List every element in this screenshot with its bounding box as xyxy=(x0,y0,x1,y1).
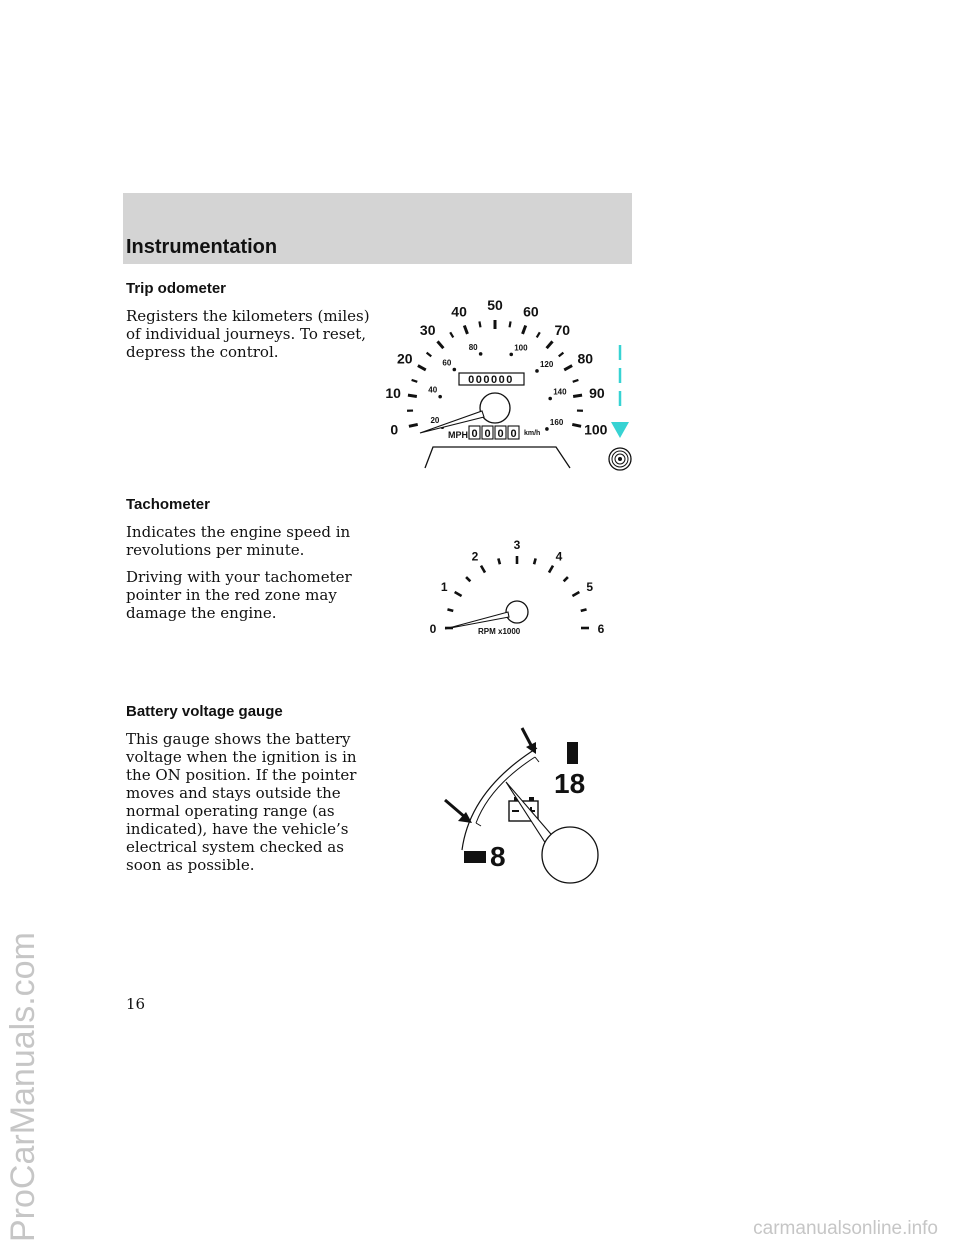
reset-knob-icon xyxy=(609,448,631,470)
tachometer-tick xyxy=(466,577,470,581)
speedometer-tick xyxy=(479,321,480,327)
tachometer-label: 4 xyxy=(555,549,563,564)
kmh-label: 100 xyxy=(514,343,528,353)
lower-limit-arrow-icon xyxy=(445,800,472,823)
speedometer-tick xyxy=(564,366,572,370)
kmh-dot xyxy=(535,369,539,373)
tachometer-illustration xyxy=(425,525,605,645)
tachometer-label: 0 xyxy=(429,622,437,636)
tachometer-text-1: Indicates the engine speed in revolutions per minute. xyxy=(126,523,351,559)
speedometer-tick xyxy=(437,341,443,348)
tachometer-tick xyxy=(455,592,462,596)
tachometer-label: 3 xyxy=(513,538,521,552)
trip-odometer-heading: Trip odometer xyxy=(126,280,227,297)
tachometer-tick xyxy=(447,609,453,611)
battery-heading: Battery voltage gauge xyxy=(126,703,283,720)
tachometer-tick xyxy=(481,566,485,573)
tachometer-tick xyxy=(498,558,500,564)
rpm-unit: RPM x1000 xyxy=(478,627,521,636)
tachometer-label: 2 xyxy=(471,549,479,564)
mph-label: 0 xyxy=(390,421,399,438)
tachometer-label: 5 xyxy=(586,580,594,594)
trip-digit: 0 xyxy=(471,428,478,440)
mph-label: 100 xyxy=(584,421,608,438)
battery-gauge-illustration xyxy=(440,725,620,890)
speedometer-tick xyxy=(450,332,453,337)
speedometer-tick xyxy=(559,353,564,357)
kmh-label: 20 xyxy=(430,416,440,426)
speedometer-tick xyxy=(573,380,579,382)
speedometer-tick xyxy=(427,353,432,357)
speedometer-tick xyxy=(510,321,511,327)
kmh-dot xyxy=(548,397,552,401)
kmh-dot xyxy=(438,395,442,399)
tachometer-label: 1 xyxy=(440,580,448,594)
mph-label: 70 xyxy=(554,322,571,339)
speedometer-tick xyxy=(537,332,540,337)
speedometer-tick xyxy=(409,424,418,426)
tachometer-hub xyxy=(506,601,528,623)
kmh-label: 80 xyxy=(468,342,478,352)
mph-label: 40 xyxy=(451,303,467,320)
page-number: 16 xyxy=(126,995,146,1013)
speedometer-tick xyxy=(573,395,582,396)
speedometer-tick xyxy=(418,366,426,370)
high-voltage-label: 18 xyxy=(554,768,586,799)
tachometer-tick xyxy=(564,577,568,581)
mph-label: 90 xyxy=(589,384,605,401)
speedometer-illustration xyxy=(380,295,640,485)
trip-digit: 0 xyxy=(510,428,517,440)
speedometer-tick xyxy=(547,341,553,348)
speedometer-tick xyxy=(408,395,417,396)
kmh-dot xyxy=(453,368,457,372)
side-watermark: ProCarManuals.com xyxy=(4,932,42,1242)
kmh-label: 140 xyxy=(553,387,567,397)
cluster-bezel xyxy=(425,447,570,468)
reset-arrow xyxy=(611,345,629,438)
kmh-dot xyxy=(479,352,483,356)
mph-label: 10 xyxy=(385,384,401,401)
kmh-dot xyxy=(509,353,513,357)
battery-gauge-hub xyxy=(542,827,598,883)
mph-label: 30 xyxy=(419,322,436,339)
trip-odometer-text: Registers the kilometers (miles) of individual journeys. To reset, depress the control. xyxy=(126,307,370,361)
tachometer-text-2: Driving with your tachometer pointer in the red zone may damage the engine. xyxy=(126,568,352,622)
low-voltage-label: 8 xyxy=(490,841,506,872)
kmh-label: 120 xyxy=(539,359,554,369)
kmh-label: 160 xyxy=(549,417,564,427)
kmh-label: 60 xyxy=(442,358,452,368)
speedometer-tick xyxy=(572,424,581,426)
section-title: Instrumentation xyxy=(126,236,278,258)
bottom-watermark: carmanualsonline.info xyxy=(753,1218,938,1239)
odometer-digits: 000000 xyxy=(468,374,514,386)
kmh-dot xyxy=(545,427,549,431)
tachometer-tick xyxy=(572,592,579,596)
kmh-label: 40 xyxy=(428,385,438,395)
kmh-unit: km/h xyxy=(524,430,541,437)
trip-counter xyxy=(469,426,519,440)
tachometer-tick xyxy=(581,609,587,611)
battery-text: This gauge shows the battery voltage when the ignition is in the ON position. If the pointer moves and stays outside the normal operating range (as indicated), have the vehicle’s electrical system checked as soon as possible. xyxy=(126,730,357,874)
mph-unit: MPH xyxy=(448,430,468,440)
speedometer-tick xyxy=(412,380,418,382)
trip-digit: 0 xyxy=(484,428,491,440)
tachometer-tick xyxy=(534,558,536,564)
trip-digit: 0 xyxy=(497,428,504,440)
high-marker xyxy=(567,742,578,764)
upper-limit-arrow-icon xyxy=(522,728,536,754)
mph-label: 50 xyxy=(487,297,503,313)
tachometer-heading: Tachometer xyxy=(126,496,210,513)
low-marker xyxy=(464,851,486,863)
mph-label: 60 xyxy=(523,303,539,320)
mph-label: 20 xyxy=(396,350,413,367)
tachometer-label: 6 xyxy=(597,622,605,636)
speedometer-hub xyxy=(480,393,510,423)
speedometer-tick xyxy=(523,326,526,334)
tachometer-tick xyxy=(549,566,553,573)
mph-label: 80 xyxy=(577,350,594,367)
speedometer-tick xyxy=(464,326,467,334)
